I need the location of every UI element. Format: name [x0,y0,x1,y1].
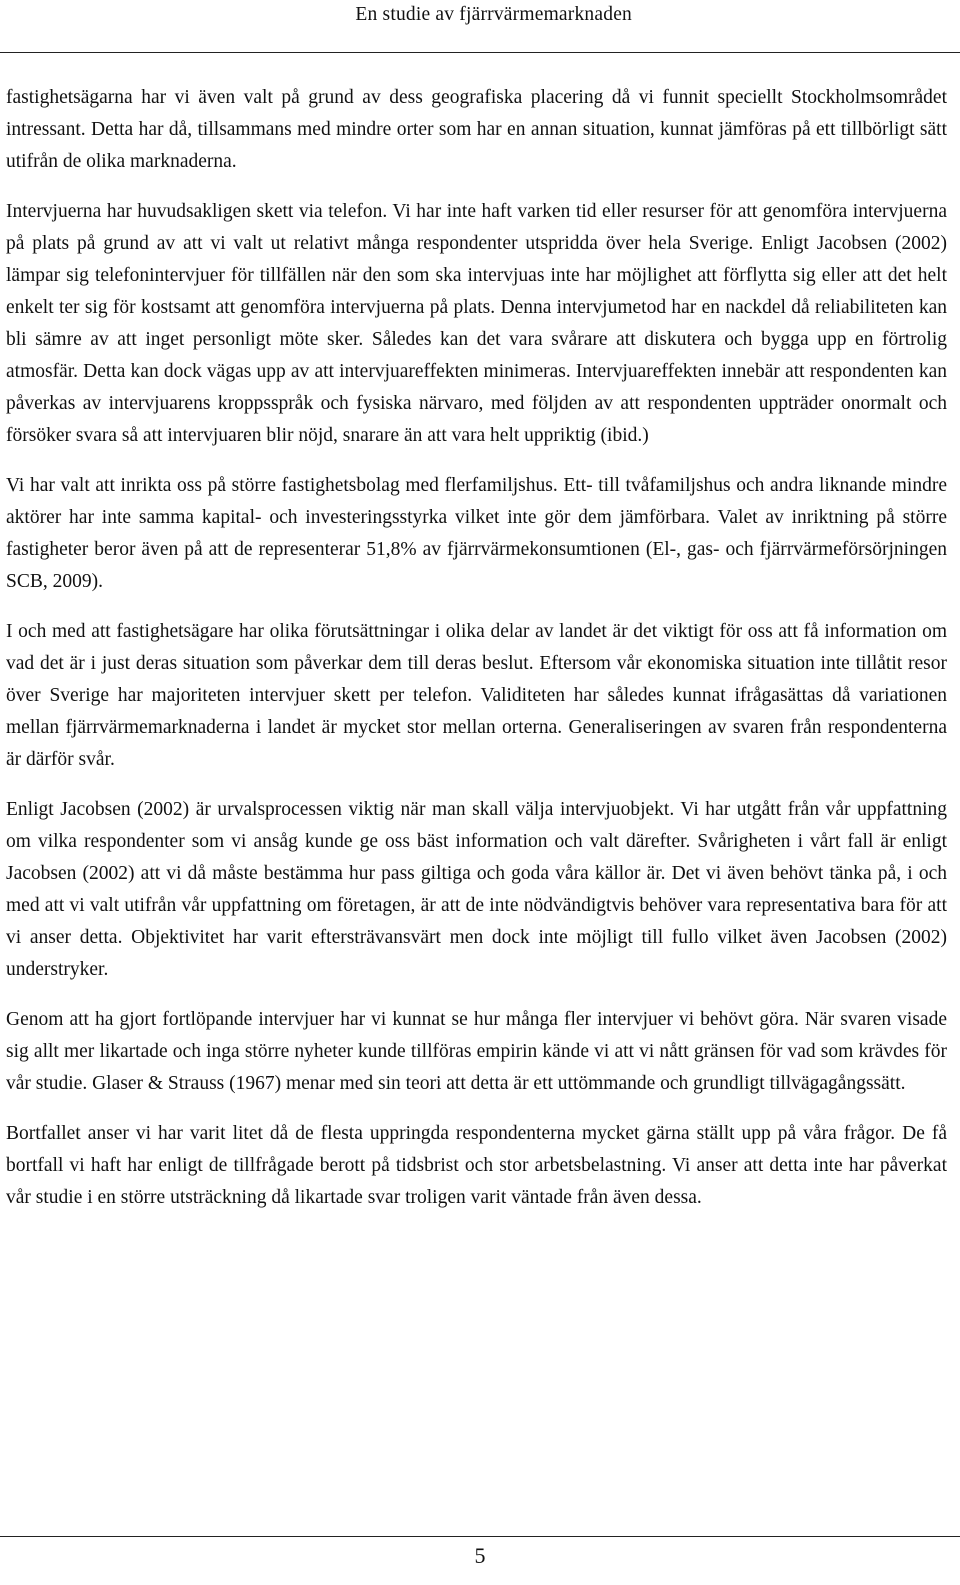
paragraph: Vi har valt att inrikta oss på större fastighetsbolag med flerfamiljshus. Ett- till tvåfamiljshus och andra liknande mindre aktörer har inte samma kapital- och investeringsstyrka vilket inte gör dem jämförbara. Valet av inriktning på större fastigheter beror även på att de representerar 51,8% av fjärrvärmekonsumtionen (El-, gas- och fjärrvärmeförsörjningen SCB, 2009). [6,475,947,592]
header-divider [0,52,960,53]
header-title: En studie av fjärrvärmemarknaden [355,4,632,25]
footer-divider [0,1536,960,1537]
page-number: 5 [474,1543,486,1568]
paragraph: I och med att fastighetsägare har olika förutsättningar i olika delar av landet är det viktigt för oss att få information om vad det är i just deras situation som påverkar dem till deras beslut. Eftersom vår ekonomiska situation inte tillåtit resor över Sverige har majoriteten intervjuer skett per telefon. Validiteten har således kunnat ifrågasättas då variationen mellan fjärrvärmemarknaderna i landet är mycket stor mellan orterna. Generaliseringen av svaren från respondenterna är därför svår. [6,621,947,770]
paragraph: Intervjuerna har huvudsakligen skett via telefon. Vi har inte haft varken tid eller resurser för att genomföra intervjuerna på plats på grund av att vi valt ut relativt många respondenter utspridda över hela Sverige. Enligt Jacobsen (2002) lämpar sig telefonintervjuer för tillfällen när den som ska intervjuas inte har möjlighet att förflytta sig eller att det helt enkelt ter sig för kostsamt att genomföra intervjuerna på plats. Denna intervjumetod har en nackdel då reliabiliteten kan bli sämre av att inget personligt möte sker. Således kan det vara svårare att diskutera och bygga upp en förtrolig atmosfär. Detta kan dock vägas upp av att intervjuareffekten minimeras. Intervjuareffekten innebär att respondenten kan påverkas av intervjuarens kroppsspråk och fysiska närvaro, med följden av att respondenten uppträder onormalt och försöker svara så att intervjuaren blir nöjd, snarare än att vara helt uppriktig (ibid.) [6,201,947,446]
body-text [6,82,947,1232]
paragraph: Genom att ha gjort fortlöpande intervjuer har vi kunnat se hur många fler intervjuer vi behövt göra. När svaren visade sig allt mer likartade och inga större nyheter kunde tillföras empirin kände vi att vi nått gränsen för vad som krävdes för vår studie. Glaser & Strauss (1967) menar med sin teori att detta är ett uttömmande och grundligt tillvägagångssätt. [6,1009,947,1094]
paragraph: fastighetsägarna har vi även valt på grund av dess geografiska placering då vi funnit speciellt Stockholmsområdet intressant. Detta har då, tillsammans med mindre orter som har en annan situation, kunnat jämföras på ett tillbörligt sätt utifrån de olika marknaderna. [6,87,947,172]
paragraph: Enligt Jacobsen (2002) är urvalsprocessen viktig när man skall välja intervjuobjekt. Vi har utgått från vår uppfattning om vilka respondenter som vi ansåg kunde ge oss bäst information och valt därefter. Svårigheten i vårt fall är enligt Jacobsen (2002) att vi då måste bestämma hur pass giltiga och goda våra källor är. Det vi även behövt tänka på, i och med att vi valt utifrån vår uppfattning om företagen, är att de inte nödvändigtvis behöver vara representativa bara för att vi anser detta. Objektivitet har varit eftersträvansvärt men dock inte möjligt till fullo vilket även Jacobsen (2002) understryker. [6,799,947,980]
paragraph: Bortfallet anser vi har varit litet då de flesta uppringda respondenterna mycket gärna ställt upp på våra frågor. De få bortfall vi haft har enligt de tillfrågade berott på tidsbrist och stor arbetsbelastning. Vi anser att detta inte har påverkat vår studie i en större utsträckning då likartade svar troligen varit väntade från även dessa. [6,1123,947,1208]
page-header [0,0,960,56]
